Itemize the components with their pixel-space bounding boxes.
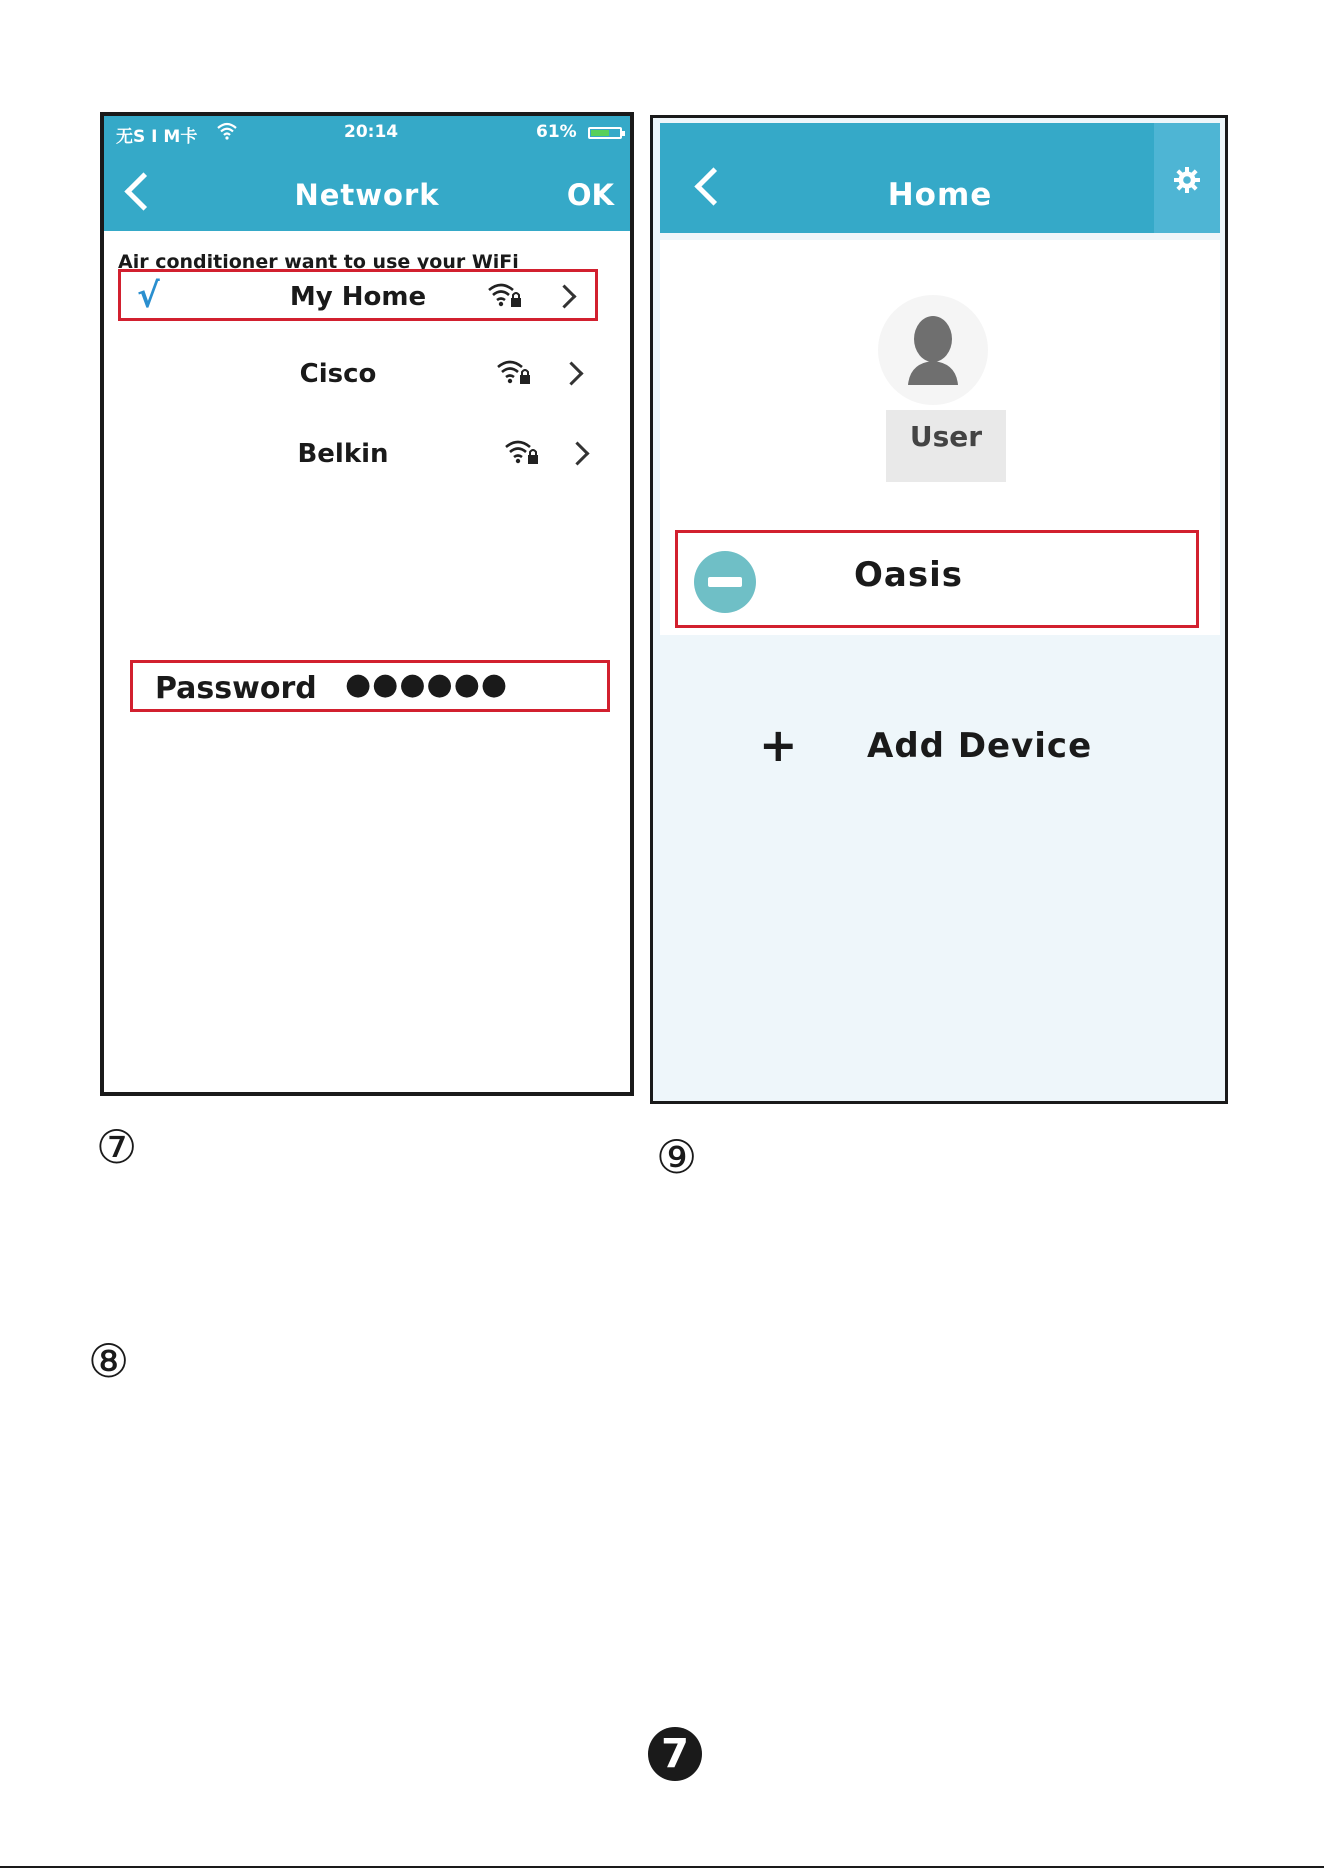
user-label: User <box>909 420 983 453</box>
page-title: Network <box>294 178 440 212</box>
password-label: Password <box>155 671 317 706</box>
password-value: ●●●●●● <box>345 667 509 702</box>
user-button[interactable] <box>886 410 1006 482</box>
checkmark-icon: √ <box>137 276 160 316</box>
wifi-network-my-home[interactable] <box>118 269 598 321</box>
user-silhouette-icon <box>878 295 988 405</box>
device-name: Oasis <box>854 555 963 595</box>
page-number: 7 <box>648 1727 702 1781</box>
wifi-locked-icon <box>487 282 523 312</box>
step-7-marker: ⑦ <box>96 1120 138 1174</box>
wifi-network-belkin[interactable] <box>118 429 598 481</box>
footer-divider <box>0 1866 1324 1868</box>
clock: 20:14 <box>344 122 399 142</box>
network-screen <box>100 112 634 1096</box>
gear-icon <box>1174 167 1200 193</box>
page-title: Home <box>887 177 993 213</box>
add-device-label: Add Device <box>867 726 1093 766</box>
device-item-oasis[interactable] <box>675 530 1199 628</box>
password-field[interactable] <box>130 660 610 712</box>
wifi-name: My Home <box>289 282 427 312</box>
home-header <box>660 123 1220 233</box>
air-conditioner-icon <box>694 551 756 613</box>
battery-percent: 61% <box>536 122 577 142</box>
step-9-marker: ⑨ <box>656 1130 698 1184</box>
plus-icon: + <box>759 718 798 772</box>
avatar[interactable] <box>878 295 988 405</box>
settings-button[interactable] <box>1154 123 1220 233</box>
ok-button[interactable]: OK <box>566 178 614 212</box>
battery-icon <box>588 127 622 139</box>
add-device-button[interactable] <box>753 718 1153 772</box>
home-screen <box>650 115 1228 1104</box>
status-bar <box>104 122 630 148</box>
wifi-network-cisco[interactable] <box>118 349 598 401</box>
wifi-status-icon <box>216 122 238 145</box>
wifi-name: Cisco <box>299 359 377 389</box>
network-header <box>104 116 630 231</box>
carrier-label: 无S I M卡 <box>116 127 198 147</box>
wifi-locked-icon <box>496 359 532 389</box>
wifi-prompt: Air conditioner want to use your WiFi <box>118 251 519 273</box>
wifi-locked-icon <box>504 439 540 469</box>
step-8-marker: ⑧ <box>88 1334 130 1388</box>
wifi-name: Belkin <box>297 439 389 469</box>
